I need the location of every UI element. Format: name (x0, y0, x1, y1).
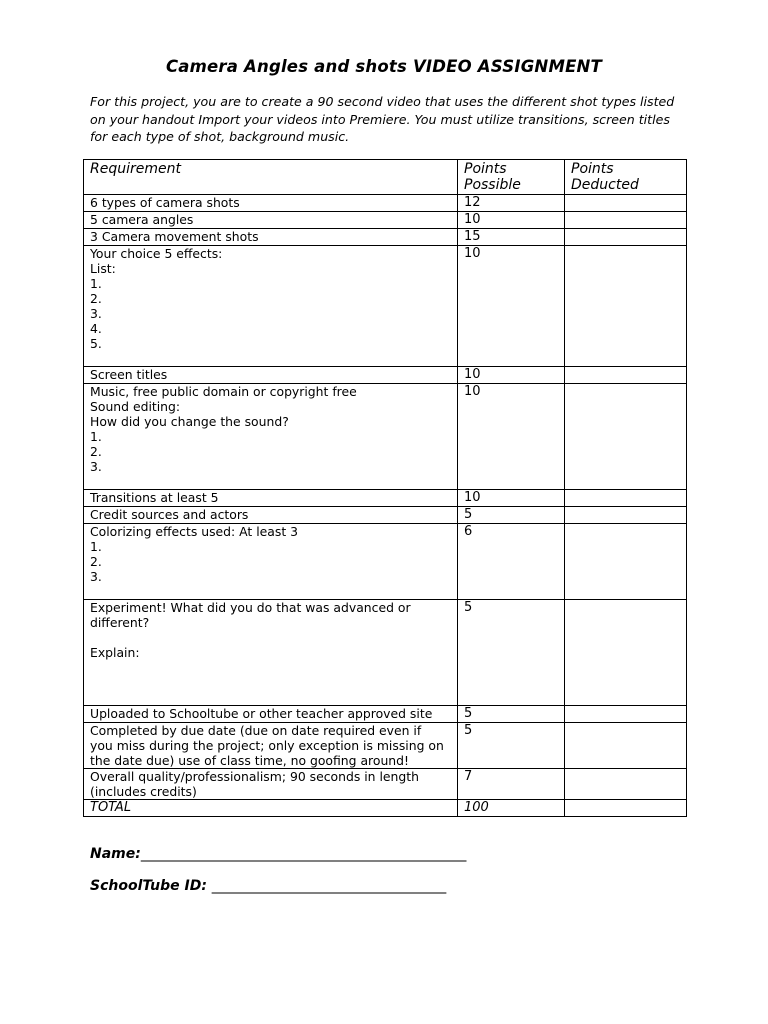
rubric-header-row (84, 160, 687, 195)
table-row (84, 507, 687, 524)
rubric-body (84, 195, 687, 800)
table-row (84, 195, 687, 212)
header-points-possible (458, 160, 565, 195)
requirement-cell (84, 384, 458, 490)
requirement-line: Transitions at least 5 (90, 490, 219, 505)
requirement-line: Sound editing: (90, 399, 181, 414)
header-requirement: Requirement (84, 160, 458, 195)
points-deducted-cell[interactable] (565, 769, 687, 800)
points-possible-cell: 7 (458, 769, 565, 800)
points-deducted-cell[interactable] (565, 384, 687, 490)
requirement-line: Completed by due date (due on date required even if (90, 723, 422, 738)
points-deducted-cell[interactable] (565, 212, 687, 229)
requirement-cell (84, 706, 458, 723)
requirement-line: 1. (90, 276, 102, 291)
requirement-cell (84, 507, 458, 524)
requirement-cell (84, 524, 458, 600)
requirement-line: 4. (90, 321, 102, 336)
points-deducted-cell[interactable] (565, 229, 687, 246)
schooltube-id-label: SchoolTube ID: (90, 878, 207, 894)
requirement-line: the date due) use of class time, no goofing around! (90, 753, 409, 768)
total-row (84, 800, 687, 817)
requirement-line: 5 camera angles (90, 212, 194, 227)
points-possible-cell: 5 (458, 723, 565, 769)
header-points-deducted (565, 160, 687, 195)
schooltube-id-line (90, 878, 446, 894)
table-row (84, 384, 687, 490)
points-possible-cell: 10 (458, 367, 565, 384)
points-deducted-cell[interactable] (565, 600, 687, 706)
points-possible-cell: 12 (458, 195, 565, 212)
requirement-line: Screen titles (90, 367, 168, 382)
points-deducted-cell[interactable] (565, 723, 687, 769)
header-points-deducted-line2: Deducted (571, 177, 639, 193)
points-deducted-cell[interactable] (565, 507, 687, 524)
total-points: 100 (458, 800, 565, 817)
table-row (84, 600, 687, 706)
requirement-cell (84, 367, 458, 384)
table-row (84, 367, 687, 384)
points-possible-cell: 5 (458, 706, 565, 723)
table-row (84, 246, 687, 367)
name-label: Name: (90, 846, 141, 862)
requirement-line: (includes credits) (90, 784, 197, 799)
header-points-possible-line1: Points (464, 161, 507, 177)
requirement-line: 1. (90, 539, 102, 554)
total-deducted-cell (565, 800, 687, 817)
requirement-cell (84, 490, 458, 507)
requirement-line: Uploaded to Schooltube or other teacher approved site (90, 706, 433, 721)
points-possible-cell: 10 (458, 246, 565, 367)
requirement-line: you miss during the project; only exception is missing on (90, 738, 444, 753)
points-deducted-cell[interactable] (565, 367, 687, 384)
requirement-line: 3. (90, 306, 102, 321)
requirement-line: List: (90, 261, 116, 276)
header-points-possible-line2: Possible (464, 177, 521, 193)
requirement-line: different? (90, 615, 150, 630)
points-possible-cell: 6 (458, 524, 565, 600)
requirement-cell (84, 600, 458, 706)
schooltube-id-blank: ____________________________________ (211, 878, 446, 894)
requirement-line: 2. (90, 291, 102, 306)
table-row (84, 524, 687, 600)
points-possible-cell: 5 (458, 507, 565, 524)
points-possible-cell: 10 (458, 384, 565, 490)
requirement-line: How did you change the sound? (90, 414, 289, 429)
requirement-line: 3. (90, 569, 102, 584)
table-row (84, 490, 687, 507)
requirement-line: Credit sources and actors (90, 507, 249, 522)
rubric-table (83, 159, 687, 817)
table-row (84, 212, 687, 229)
requirement-line: 2. (90, 444, 102, 459)
requirement-line: 2. (90, 554, 102, 569)
requirement-line: 5. (90, 336, 102, 351)
requirement-line: 3. (90, 459, 102, 474)
intro-paragraph: For this project, you are to create a 90 second video that uses the different shot types listed on your handout Import your videos into Premiere. You must utilize transitions, screen titles for each type of shot, background music. (90, 94, 675, 144)
requirement-line: Overall quality/professionalism; 90 seconds in length (90, 769, 419, 784)
requirement-line: Experiment! What did you do that was advanced or (90, 600, 411, 615)
points-deducted-cell[interactable] (565, 706, 687, 723)
header-points-deducted-line1: Points (571, 161, 614, 177)
requirement-line: 6 types of camera shots (90, 195, 240, 210)
requirement-line (90, 630, 451, 645)
page-title: Camera Angles and shots VIDEO ASSIGNMENT (165, 57, 603, 76)
requirement-line: 1. (90, 429, 102, 444)
requirement-line: Music, free public domain or copyright free (90, 384, 357, 399)
requirement-line: Colorizing effects used: At least 3 (90, 524, 299, 539)
requirement-cell (84, 212, 458, 229)
points-possible-cell: 5 (458, 600, 565, 706)
requirement-cell (84, 723, 458, 769)
points-deducted-cell[interactable] (565, 524, 687, 600)
points-possible-cell: 10 (458, 490, 565, 507)
requirement-line: 3 Camera movement shots (90, 229, 259, 244)
table-row (84, 723, 687, 769)
name-blank: __________________________________________________ (140, 846, 466, 862)
points-deducted-cell[interactable] (565, 490, 687, 507)
points-possible-cell: 10 (458, 212, 565, 229)
points-deducted-cell[interactable] (565, 195, 687, 212)
requirement-cell (84, 229, 458, 246)
total-label: TOTAL (84, 800, 458, 817)
requirement-line: Explain: (90, 645, 140, 660)
requirement-cell (84, 195, 458, 212)
table-row (84, 229, 687, 246)
points-deducted-cell[interactable] (565, 246, 687, 367)
table-row (84, 769, 687, 800)
requirement-cell (84, 246, 458, 367)
name-line (90, 846, 466, 862)
table-row (84, 706, 687, 723)
points-possible-cell: 15 (458, 229, 565, 246)
requirement-line: Your choice 5 effects: (90, 246, 223, 261)
requirement-cell (84, 769, 458, 800)
